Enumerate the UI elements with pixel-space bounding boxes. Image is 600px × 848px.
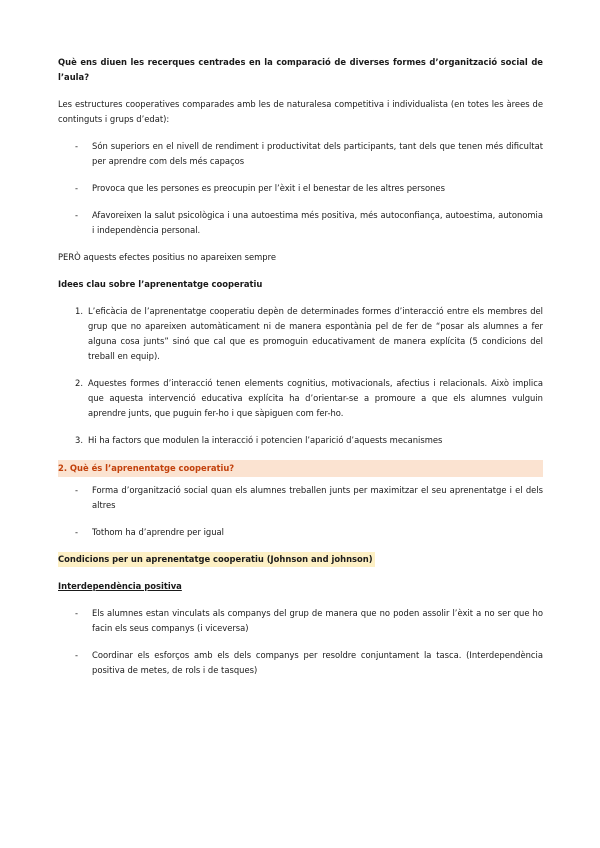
subheading-interdependence: Interdependència positiva: [58, 581, 182, 591]
list-item: - Els alumnes estan vinculats als companys del grup de manera que no poden assolir l’èxit a no ser que ho facin els seus companys (i viceversa): [75, 608, 543, 633]
question-heading: Què ens diuen les recerques centrades en la comparació de diverses formes d’organització social de l’aula?: [58, 57, 543, 82]
key-ideas-heading: Idees clau sobre l’aprenentatge cooperatiu: [58, 279, 263, 289]
list-item: - Són superiors en el nivell de rendiment i productivitat dels participants, tant dels que tenen més dificultat per aprendre com dels més capaços: [75, 141, 543, 166]
definition-list: [58, 483, 543, 540]
section-heading-what-is: 2. Què és l’aprenentatge cooperatiu?: [58, 460, 543, 477]
key-ideas-list: [58, 304, 543, 448]
conditions-heading: Condicions per un aprenentatge cooperatiu (Johnson and johnson): [58, 552, 375, 567]
dash-bullet: -: [75, 485, 79, 495]
dash-bullet: -: [75, 650, 79, 660]
list-item: 3. Hi ha factors que modulen la interacció i potencien l’aparició d’aquests mecanismes: [75, 435, 443, 445]
dash-bullet: -: [75, 608, 79, 618]
list-item: 1. L’eficàcia de l’aprenentatge cooperatiu depèn de determinades formes d’interacció entre els membres del grup que no apareixen automàticament ni de manera espontània pel de fer de “posar als alumnes a fer alguna cosa junts” sinó que cal que es promoguin educativament de manera explícita (5 condicions del treball en equip).: [75, 306, 543, 361]
dash-bullet: -: [75, 183, 79, 193]
intro-paragraph: Les estructures cooperatives comparades amb les de naturalesa competitiva i individualista (en totes les àrees de continguts i grups d’edat):: [58, 99, 543, 124]
dash-bullet: -: [75, 527, 79, 537]
dash-bullet: -: [75, 141, 79, 151]
dash-bullet: -: [75, 210, 79, 220]
list-item: - Coordinar els esforços amb els dels companys per resoldre conjuntament la tasca. (Interdependència positiva de metes, de rols i de tasques): [75, 650, 543, 675]
list-item: - Tothom ha d’aprendre per igual: [58, 525, 543, 540]
interdependence-list: [58, 606, 543, 678]
list-item: - Forma d’organització social quan els alumnes treballen junts per maximitzar el seu aprenentatge i el dels altres: [75, 485, 543, 510]
note-paragraph: PERÒ aquests efectes positius no apareixen sempre: [58, 252, 277, 262]
findings-list: [58, 139, 543, 238]
conditions-heading-row: [58, 552, 543, 567]
list-item: 2. Aquestes formes d’interacció tenen elements cognitius, motivacionals, afectius i relacionals. Això implica que aquesta intervenció educativa explícita ha d’orientar-se a promoure a que els alumnes vulguin aprendre junts, que puguin fer-ho i que sàpiguen com fer-ho.: [75, 378, 543, 418]
document-page: [58, 55, 543, 690]
list-item: - Afavoreixen la salut psicològica i una autoestima més positiva, més autoconfiança, autoestima, autonomia i independència personal.: [75, 210, 543, 235]
list-item: - Provoca que les persones es preocupin per l’èxit i el benestar de les altres persones: [58, 181, 543, 196]
